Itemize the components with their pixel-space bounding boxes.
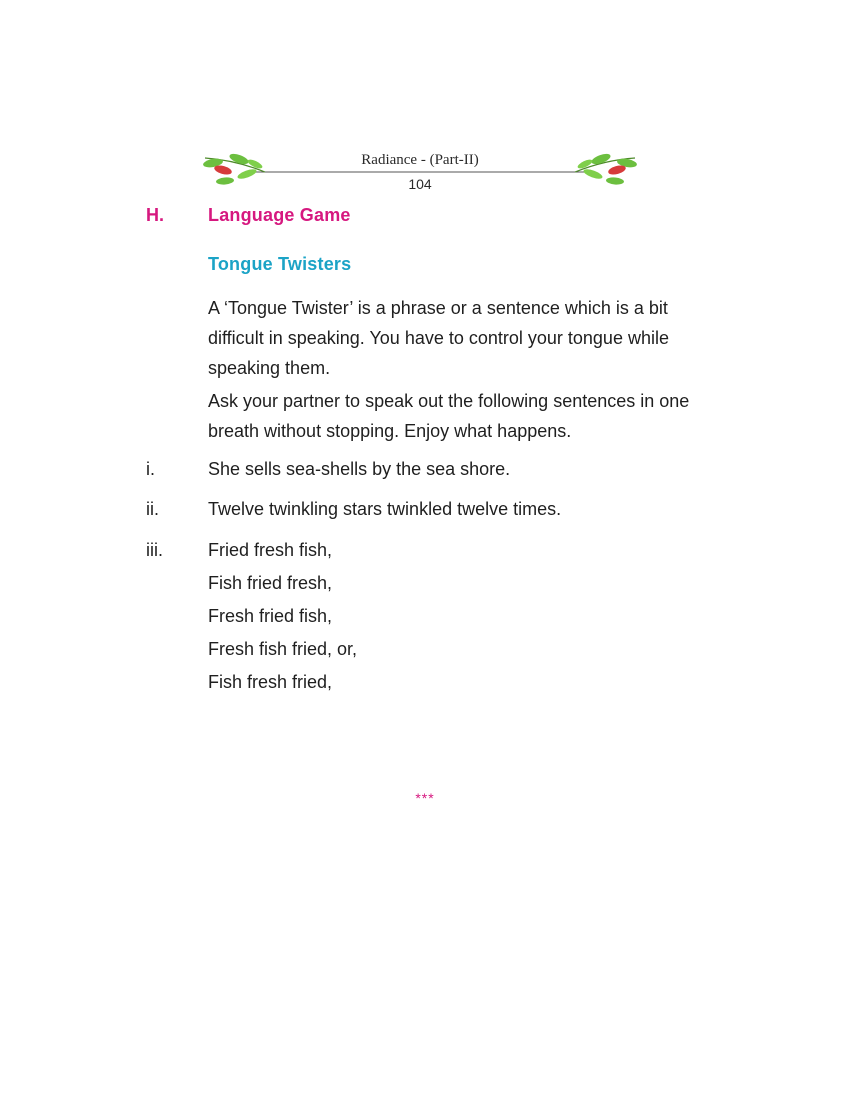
item-number: iii. <box>146 540 163 560</box>
running-title: Radiance - (Part-II) <box>361 152 479 168</box>
tongue-twister-text: Twelve twinkling stars twinkled twelve times. <box>208 499 562 519</box>
page-number: 104 <box>408 176 432 192</box>
item-number: i. <box>146 459 155 479</box>
section-title: Language Game <box>208 205 351 225</box>
tongue-twister-line: Fish fresh fried, <box>208 672 333 692</box>
tongue-twister-text: She sells sea-shells by the sea shore. <box>208 459 511 479</box>
intro-paragraph: A ‘Tongue Twister’ is a phrase or a sentence which is a bit difficult in speaking. You have to control your tongue while speaking them. <box>208 298 669 378</box>
section-subtitle: Tongue Twisters <box>208 254 352 274</box>
instruction-paragraph: Ask your partner to speak out the following sentences in one breath without stopping. Enjoy what happens. <box>208 391 690 441</box>
section-letter: H. <box>146 205 164 225</box>
tongue-twister-line: Fried fresh fish, <box>208 540 333 560</box>
tongue-twister-line: Fresh fish fried, or, <box>208 639 358 659</box>
tongue-twister-line: Fish fried fresh, <box>208 573 333 593</box>
item-number: ii. <box>146 499 159 519</box>
tongue-twister-line: Fresh fried fish, <box>208 606 333 626</box>
running-header <box>195 150 645 195</box>
end-mark: *** <box>415 790 435 806</box>
